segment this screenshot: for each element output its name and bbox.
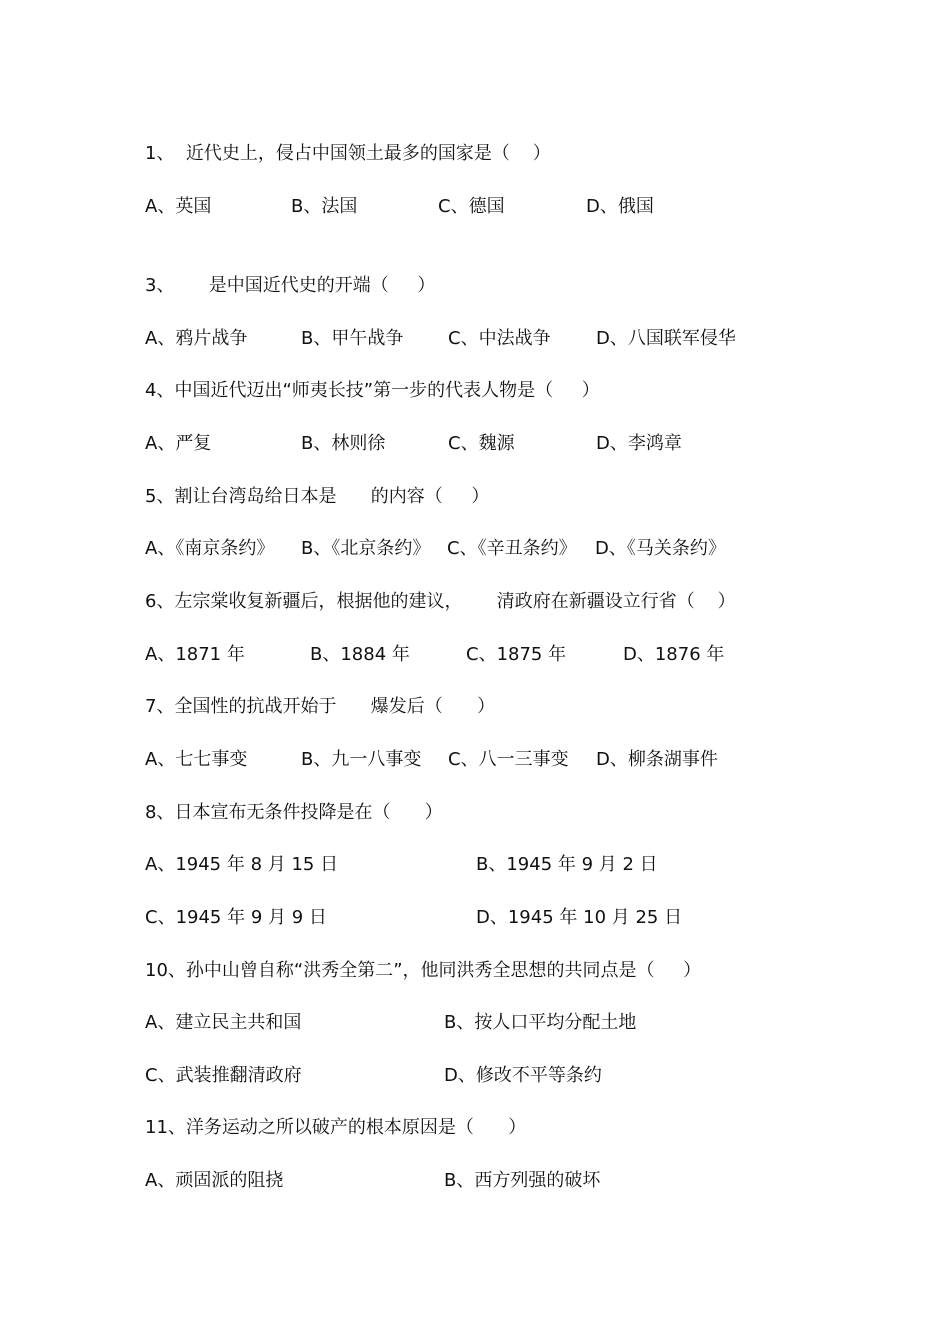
question-10-option-b: B、按人口平均分配土地 (444, 1012, 637, 1033)
question-6-stem: 6、左宗棠收复新疆后，根据他的建议， 清政府在新疆设立行省（ ） (145, 591, 736, 612)
question-7-option-a: A、七七事变 (145, 749, 248, 770)
question-11-option-a: A、顽固派的阻挠 (145, 1170, 284, 1191)
question-7-option-b: B、九一八事变 (301, 749, 422, 770)
question-8-option-d: D、1945 年 10 月 25 日 (476, 907, 683, 928)
question-8-option-c: C、1945 年 9 月 9 日 (145, 907, 327, 928)
question-8-option-b: B、1945 年 9 月 2 日 (476, 854, 658, 875)
question-10-stem: 10、孙中山曾自称“洪秀全第二”，他同洪秀全思想的共同点是（ ） (145, 960, 702, 981)
question-1-option-b: B、法国 (291, 196, 358, 217)
question-5-stem: 5、割让台湾岛给日本是 的内容（ ） (145, 486, 490, 507)
question-6-option-b: B、1884 年 (310, 644, 410, 665)
question-3-option-d: D、八国联军侵华 (596, 328, 736, 349)
question-10-option-c: C、武装推翻清政府 (145, 1065, 302, 1086)
question-7-stem: 7、全国性的抗战开始于 爆发后（ ） (145, 696, 496, 717)
question-3-option-a: A、鸦片战争 (145, 328, 248, 349)
question-4-option-a: A、严复 (145, 433, 212, 454)
question-1-option-c: C、德国 (438, 196, 505, 217)
question-1-option-d: D、俄国 (586, 196, 654, 217)
question-4-option-b: B、林则徐 (301, 433, 386, 454)
question-6-option-a: A、1871 年 (145, 644, 245, 665)
question-10-option-a: A、建立民主共和国 (145, 1012, 302, 1033)
question-5-option-a: A、《南京条约》 (145, 538, 275, 559)
question-7-option-d: D、柳条湖事件 (596, 749, 718, 770)
question-3-option-c: C、中法战争 (448, 328, 551, 349)
question-5-option-b: B、《北京条约》 (301, 538, 431, 559)
question-8-stem: 8、日本宣布无条件投降是在（ ） (145, 802, 443, 823)
question-4-option-d: D、李鸿章 (596, 433, 682, 454)
question-11-option-b: B、西方列强的破坏 (444, 1170, 601, 1191)
question-6-option-c: C、1875 年 (466, 644, 567, 665)
question-7-option-c: C、八一三事变 (448, 749, 569, 770)
question-4-option-c: C、魏源 (448, 433, 515, 454)
question-4-stem: 4、中国近代迈出“师夷长技”第一步的代表人物是（ ） (145, 380, 600, 401)
question-1-option-a: A、英国 (145, 196, 212, 217)
question-3-option-b: B、甲午战争 (301, 328, 404, 349)
question-1-stem: 1、 近代史上，侵占中国领土最多的国家是（ ） (145, 143, 551, 164)
question-8-option-a: A、1945 年 8 月 15 日 (145, 854, 339, 875)
question-5-option-d: D、《马关条约》 (595, 538, 726, 559)
question-5-option-c: C、《辛丑条约》 (447, 538, 577, 559)
question-10-option-d: D、修改不平等条约 (444, 1065, 602, 1086)
question-6-option-d: D、1876 年 (623, 644, 725, 665)
question-11-stem: 11、洋务运动之所以破产的根本原因是（ ） (145, 1117, 527, 1138)
question-3-stem: 3、 是中国近代史的开端（ ） (145, 275, 436, 296)
